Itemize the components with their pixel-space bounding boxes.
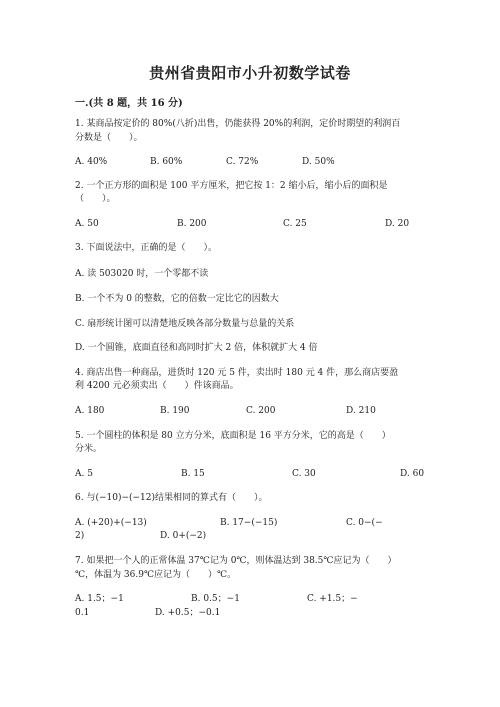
question-3-option-a: A. 读 503020 时，一个零都不读 <box>75 269 209 279</box>
question-4-option-a: A. 180 <box>75 406 105 416</box>
question-3-option-d: D. 一个圆锥，底面直径和高同时扩大 2 倍，体积就扩大 4 倍 <box>75 343 318 353</box>
question-5-text: 5. 一个圆柱的体积是 80 立方分米，底面积是 16 平方分米，它的高是（ ） <box>75 431 391 441</box>
question-4-option-c: C. 200 <box>246 406 276 416</box>
question-2-option-d: D. 20 <box>385 219 410 229</box>
question-2-text: 2. 一个正方形的面积是 100 平方厘米，把它按 1：2 缩小后，缩小后的面积是 <box>75 181 388 191</box>
question-3-option-b: B. 一个不为 0 的整数，它的倍数一定比它的因数大 <box>75 294 279 304</box>
question-4-text-cont: 利 4200 元必须卖出（ ）件该商品。 <box>75 381 239 391</box>
question-5-text-cont: 分米。 <box>75 444 103 454</box>
question-2-option-b: B. 200 <box>177 219 207 229</box>
question-7-option-d: D. +0.5；−0.1 <box>155 608 221 618</box>
question-7-option-a: A. 1.5；−1 <box>75 594 124 604</box>
question-6-text: 6. 与(−10)−(−12)结果相同的算式有（ ）。 <box>75 493 268 503</box>
question-7-option-c-cont: 0.1 <box>75 608 90 618</box>
question-7-option-b: B. 0.5；−1 <box>191 594 240 604</box>
question-1-option-c: C. 72% <box>226 157 259 167</box>
question-7-text-cont: ℃，体温为 36.9℃应记为（ ）℃。 <box>75 570 237 580</box>
question-5-option-c: C. 30 <box>292 469 316 479</box>
question-7-text: 7. 如果把一个人的正常体温 37℃记为 0℃，则体温达到 38.5℃应记为（ ） <box>75 556 397 566</box>
question-6-option-d: D. 0+(−2) <box>160 531 207 541</box>
question-1-text-cont: 分数是（ ）。 <box>75 133 143 143</box>
question-6-option-c: C. 0−(− <box>346 518 383 528</box>
question-5-option-d: D. 60 <box>400 469 425 479</box>
question-5-option-a: A. 5 <box>75 469 93 479</box>
question-1-text: 1. 某商品按定价的 80%(八折)出售，仍能获得 20%的利润，定价时期望的利润百 <box>75 119 401 129</box>
question-2-option-a: A. 50 <box>75 219 99 229</box>
question-1-option-d: D. 50% <box>302 157 335 167</box>
section-heading: 一.(共 8 题，共 16 分) <box>75 98 183 109</box>
question-6-option-a: A. (+20)+(−13) <box>75 518 147 528</box>
question-5-option-b: B. 15 <box>181 469 205 479</box>
question-2-text-cont: （ ）。 <box>75 194 116 204</box>
question-2-option-c: C. 25 <box>283 219 307 229</box>
question-4-option-b: B. 190 <box>160 406 190 416</box>
question-1-option-b: B. 60% <box>150 157 183 167</box>
page-title: 贵州省贵阳市小升初数学试卷 <box>149 64 351 82</box>
question-6-option-c-cont: 2) <box>75 531 85 541</box>
question-4-option-d: D. 210 <box>346 406 376 416</box>
question-4-text: 4. 商店出售一种商品，进货时 120 元 5 件，卖出时 180 元 4 件，那么商店要盈 <box>75 368 399 378</box>
question-7-option-c: C. +1.5；− <box>307 594 358 604</box>
question-3-text: 3. 下面说法中，正确的是（ ）。 <box>75 243 217 253</box>
question-1-option-a: A. 40% <box>75 157 108 167</box>
question-3-option-c: C. 扇形统计图可以清楚地反映各部分数量与总量的关系 <box>75 319 295 329</box>
question-6-option-b: B. 17−(−15) <box>220 518 278 528</box>
